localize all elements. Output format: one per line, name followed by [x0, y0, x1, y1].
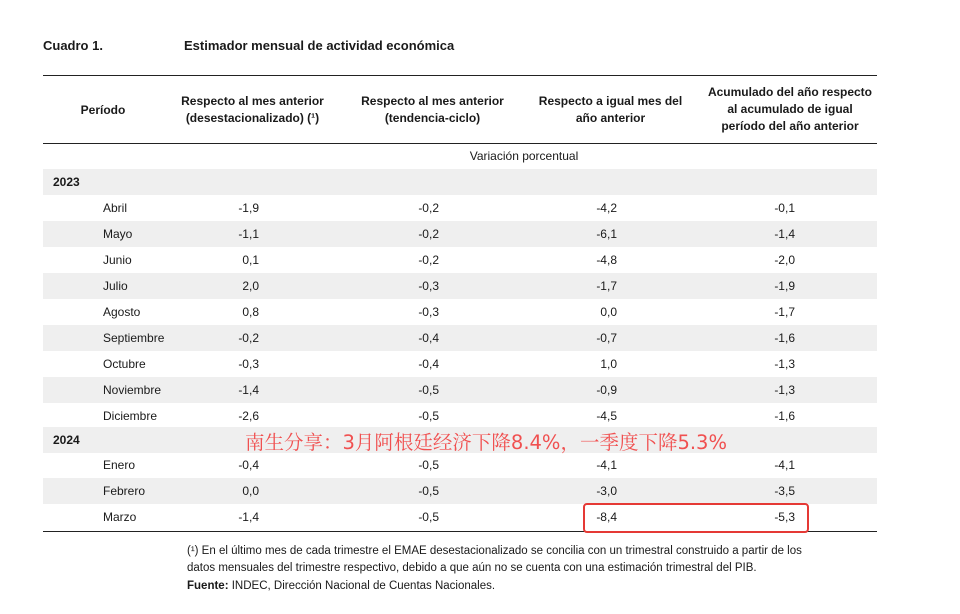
value-cell: -1,3	[774, 383, 795, 397]
value-cell: 0,8	[242, 305, 259, 319]
period-cell: Octubre	[103, 357, 146, 371]
value-cell: -1,3	[774, 357, 795, 371]
table-row	[43, 377, 877, 403]
period-cell: Junio	[103, 253, 132, 267]
value-cell: -0,1	[774, 201, 795, 215]
value-cell: -0,4	[418, 331, 439, 345]
value-cell: -1,4	[238, 510, 259, 524]
table-row	[43, 247, 877, 273]
value-cell: -4,8	[596, 253, 617, 267]
value-cell: -1,6	[774, 409, 795, 423]
value-cell: -0,7	[596, 331, 617, 345]
value-cell: -1,6	[774, 331, 795, 345]
table-row	[43, 452, 877, 478]
value-cell: -0,5	[418, 484, 439, 498]
column-header-yoy: Respecto a igual mes del año anterior	[538, 94, 683, 125]
period-cell: Febrero	[103, 484, 146, 498]
table-number: Cuadro 1.	[43, 38, 103, 53]
value-cell: -8,4	[596, 510, 617, 524]
annotation-overlay-text: 南生分享：3月阿根廷经济下降8.4%，一季度下降5.3%	[245, 431, 727, 454]
value-cell: -3,0	[596, 484, 617, 498]
value-cell: -2,0	[774, 253, 795, 267]
unit-subheader: Variación porcentual	[469, 149, 579, 163]
period-cell: Abril	[103, 201, 128, 215]
value-cell: -0,9	[596, 383, 617, 397]
value-cell: -0,3	[418, 279, 439, 293]
table-title: Estimador mensual de actividad económica	[184, 38, 455, 53]
period-cell: Diciembre	[103, 409, 158, 423]
value-cell: -0,2	[418, 253, 439, 267]
period-cell: Enero	[103, 458, 136, 472]
value-cell: -0,5	[418, 510, 439, 524]
year-label: 2023	[53, 175, 80, 189]
top-rule	[43, 75, 877, 76]
period-cell: Agosto	[103, 305, 141, 319]
value-cell: -2,6	[238, 409, 259, 423]
source-label: Fuente:	[187, 580, 229, 592]
column-header-ytd: Acumulado del año respecto al acumulado de igual período del año anterior	[707, 85, 873, 133]
value-cell: -6,1	[596, 227, 617, 241]
footnote-line-1: (¹) En el último mes de cada trimestre el EMAE desestacionalizado se concilia con un trimestral construido a partir de los	[187, 545, 802, 557]
value-cell: -1,7	[596, 279, 617, 293]
period-cell: Mayo	[103, 227, 133, 241]
value-cell: -0,5	[418, 383, 439, 397]
value-cell: -0,3	[418, 305, 439, 319]
table-row	[43, 325, 877, 351]
value-cell: 2,0	[242, 279, 259, 293]
value-cell: -0,2	[418, 201, 439, 215]
period-cell: Septiembre	[103, 331, 165, 345]
value-cell: -0,4	[238, 458, 259, 472]
period-cell: Noviembre	[103, 383, 162, 397]
table-row	[43, 273, 877, 299]
header-rule	[43, 143, 877, 144]
value-cell: 0,1	[242, 253, 259, 267]
highlight-box	[583, 503, 809, 533]
table-row	[43, 403, 877, 429]
period-cell: Marzo	[103, 510, 137, 524]
value-cell: -3,5	[774, 484, 795, 498]
value-cell: -0,4	[418, 357, 439, 371]
value-cell: 0,0	[242, 484, 259, 498]
table-row	[43, 299, 877, 325]
value-cell: -0,2	[238, 331, 259, 345]
value-cell: -1,9	[774, 279, 795, 293]
column-header-mom-sa: Respecto al mes anterior (desestacionalizado) (¹)	[181, 94, 324, 125]
value-cell: -5,3	[774, 510, 795, 524]
value-cell: 0,0	[600, 305, 617, 319]
value-cell: -1,1	[238, 227, 259, 241]
value-cell: -4,5	[596, 409, 617, 423]
footnote-line-2: datos mensuales del trimestre respectivo, debido a que aún no se cuenta con una estimación trimestral del PIB.	[187, 562, 757, 574]
value-cell: -4,1	[774, 458, 795, 472]
period-cell: Julio	[103, 279, 128, 293]
value-cell: 1,0	[600, 357, 617, 371]
value-cell: -1,4	[774, 227, 795, 241]
source-note	[187, 578, 887, 595]
value-cell: -1,7	[774, 305, 795, 319]
table-row	[43, 221, 877, 247]
source-text: INDEC, Dirección Nacional de Cuentas Nacionales.	[228, 580, 496, 592]
table-row	[43, 351, 877, 377]
value-cell: -1,4	[238, 383, 259, 397]
value-cell: -1,9	[238, 201, 259, 215]
value-cell: -4,2	[596, 201, 617, 215]
year-row	[43, 169, 877, 195]
year-label: 2024	[53, 433, 80, 447]
table-row	[43, 478, 877, 504]
column-header-mom-trend: Respecto al mes anterior (tendencia-ciclo)	[361, 94, 504, 125]
value-cell: -0,3	[238, 357, 259, 371]
value-cell: -4,1	[596, 458, 617, 472]
table-row	[43, 195, 877, 221]
value-cell: -0,2	[418, 227, 439, 241]
column-header-period: Período	[80, 103, 126, 117]
value-cell: -0,5	[418, 409, 439, 423]
value-cell: -0,5	[418, 458, 439, 472]
